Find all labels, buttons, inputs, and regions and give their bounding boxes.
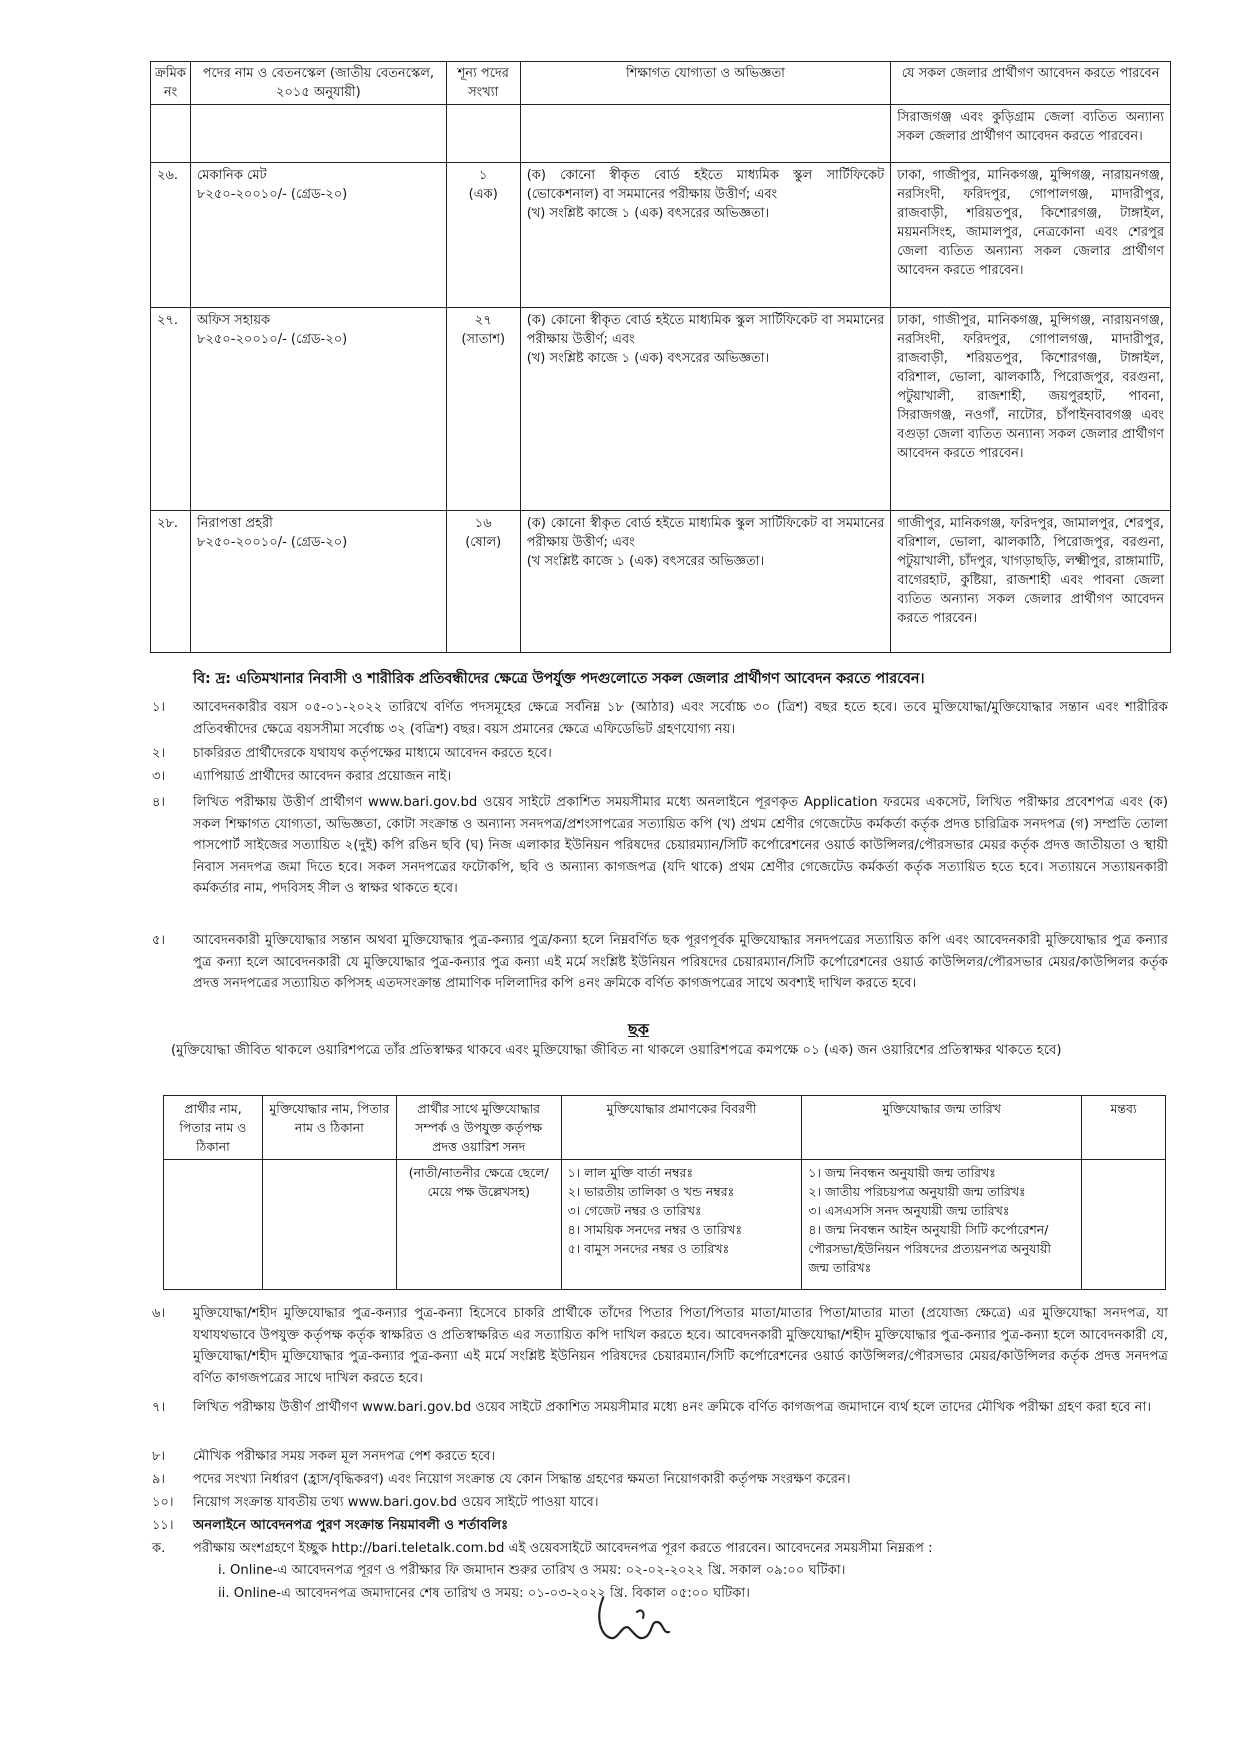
posts-table-header: [151, 62, 1171, 105]
table-row: [151, 308, 1171, 511]
qualification-b: (খ) সংশ্লিষ্ট কাজে ১ (এক) বৎসরের অভিজ্ঞতা।: [526, 351, 770, 366]
post-name: নিরাপত্তা প্রহরী: [196, 516, 273, 531]
item-number: ক.: [152, 1541, 166, 1556]
item-text: আবেদনকারীর বয়স ০৫-০১-২০২২ তারিখে বর্ণিত পদসমূহের ক্ষেত্রে সর্বনিম্ন ১৮ (আঠার) এবং সর্বোচ্চ ৩০ (ত্রিশ) বছর হতে হবে। তবে মুক্তিযোদ্ধা/মুক্তিযোদ্ধার সন্তান এবং শারীরিক প্রতিবন্ধীদের ক্ষেত্রে বয়সসীমা সর্বোচ্চ ৩২ (বত্রিশ) বছর। বয়স প্রমানের ক্ষেত্রে এফিডেভিট গ্রহণযোগ্য নয়।: [193, 700, 1168, 737]
item-number: ৮।: [152, 1449, 166, 1464]
item-text: পদের সংখ্যা নির্ধারণ (হ্রাস/বৃদ্ধিকরণ) এবং নিয়োগ সংক্রান্ত যে কোন সিদ্ধান্ত গ্রহণের ক্ষমতা নিয়োগকারী কর্তৃপক্ষ সংরক্ষণ করেন।: [193, 1472, 851, 1487]
serial-cell: ২৬.: [151, 163, 191, 308]
item-number: ১১।: [152, 1518, 174, 1533]
item-text: পরীক্ষায় অংশগ্রহণে ইচ্ছুক http://bari.teletalk.com.bd এই ওয়েবসাইটে আবেদনপত্র পূরণ করতে পারবেন। আবেদনের সময়সীমা নিম্নরূপ :: [193, 1541, 933, 1556]
freedom-fighter-cell: [262, 1160, 396, 1290]
header-relation: প্রার্থীর সাথে মুক্তিযোদ্ধার সম্পর্ক ও উপযুক্ত কর্তৃপক্ষ প্রদত্ত ওয়ারিশ সনদ: [396, 1096, 561, 1160]
header-freedom-fighter: মুক্তিযোদ্ধার নাম, পিতার নাম ও ঠিকানা: [262, 1096, 396, 1160]
vacancy-cell: [446, 163, 520, 308]
freedom-fighter-table: [163, 1095, 1166, 1290]
header-applicant: প্রার্থীর নাম, পিতার নাম ও ঠিকানা: [164, 1096, 263, 1160]
item-number: ২।: [152, 746, 166, 761]
qualification-a: (ক) কোনো স্বীকৃত বোর্ড হইতে মাধ্যমিক স্কুল সার্টিফিকেট বা সমমানের পরীক্ষায় উত্তীর্ণ; এবং: [526, 313, 885, 347]
post-name: অফিস সহায়ক: [196, 313, 271, 328]
item-text: মৌখিক পরীক্ষার সময় সকল মূল সনদপত্র পেশ করতে হবে।: [193, 1449, 496, 1464]
item-text: নিয়োগ সংক্রান্ত যাবতীয় তথ্য www.bari.gov.bd ওয়েব সাইটে পাওয়া যাবে।: [193, 1495, 599, 1510]
birth-item: ৪। জন্ম নিবন্ধন আইন অনুযায়ী সিটি কর্পোরেশন/পৌরসভা/ইউনিয়ন পরিষদের প্রত্যয়নপত্র অনুযায়ী জন্ম তারিখঃ: [808, 1222, 1051, 1275]
header-vacancy: শূন্য পদের সংখ্যা: [446, 62, 520, 105]
item-number: ৫।: [152, 933, 166, 948]
post-cell: [190, 511, 446, 653]
vacancy-count-word: (সাতাশ): [461, 332, 506, 347]
posts-table: [150, 61, 1171, 653]
qualification-a: (ক) কোনো স্বীকৃত বোর্ড হইতে মাধ্যমিক স্কুল সার্টিফিকেট (ভোকেশনাল) বা সমমানের পরীক্ষায় উত্তীর্ণ; এবং: [526, 168, 885, 202]
post-cell: [190, 163, 446, 308]
vacancy-count: ১৬: [474, 516, 492, 531]
vacancy-count: ২৭: [474, 313, 492, 328]
item-text: লিখিত পরীক্ষায় উত্তীর্ণ প্রার্থীগণ www.bari.gov.bd ওয়েব সাইটে প্রকাশিত সময়সীমার মধ্যে অনলাইনে পূরণকৃত Application ফরমের একসেট, লিখিত পরীক্ষার প্রবেশপত্র এবং (ক) সকল শিক্ষাগত যোগ্যতা, অভিজ্ঞতা, কোটা সংক্রান্ত ও অন্যান্য সনদপত্র/প্রশংসাপত্রের সত্যায়িত কপি (খ) প্রথম শ্রেণীর গেজেটেড কর্মকর্তা কর্তৃক প্রদত্ত চারিত্রিক সনদপত্র (গ) সম্প্রতি তোলা পাসপোর্ট সাইজের সত্যায়িত ২(দুই) কপি রঙিন ছবি (ঘ) নিজ এলাকার ইউনিয়ন পরিষদের চেয়ারম্যান/সিটি কর্পোরেশনের ওয়ার্ড কাউন্সিলর/পৌরসভার মেয়র কর্তৃক প্রদত্ত জাতীয়তা ও স্থায়ী নিবাস সনদপত্র জমা দিতে হবে। সকল সনদপত্রের ফটোকপি, ছবি ও অন্যান্য কাগজপত্র (যদি থাকে) প্রথম শ্রেণীর গেজেটেড কর্মকর্তা কর্তৃক সত্যায়িত হতে হবে। সত্যায়নে সত্যায়নকারী কর্মকর্তার নাম, পদবিসহ সীল ও স্বাক্ষর থাকতে হবে।: [193, 795, 1168, 896]
qualification-a: (ক) কোনো স্বীকৃত বোর্ড হইতে মাধ্যমিক স্কুল সার্টিফিকেট বা সমমানের পরীক্ষায় উত্তীর্ণ; এবং: [526, 516, 885, 550]
vacancy-cell: [446, 105, 520, 163]
header-districts: যে সকল জেলার প্রার্থীগণ আবেদন করতে পারবেন: [891, 62, 1171, 105]
serial-cell: ২৭.: [151, 308, 191, 511]
chhok-note: (মুক্তিযোদ্ধা জীবিত থাকলে ওয়ারিশপত্রে তাঁর প্রতিস্বাক্ষর থাকবে এবং মুক্তিযোদ্ধা জীবিত না থাকলে ওয়ারিশপত্রে কমপক্ষে ০১ (এক) জন ওয়ারিশের প্রতিস্বাক্ষর থাকতে হবে): [171, 1043, 1062, 1058]
serial-cell: [151, 105, 191, 163]
header-serial: ক্রমিক নং: [151, 62, 191, 105]
header-qualification: শিক্ষাগত যোগ্যতা ও অভিজ্ঞতা: [520, 62, 891, 105]
qualification-cell: [520, 308, 891, 511]
qualification-cell: [520, 163, 891, 308]
birth-date-cell: [802, 1160, 1082, 1290]
header-birth-date: মুক্তিযোদ্ধার জন্ম তারিখ: [802, 1096, 1082, 1160]
qualification-b: (খ) সংশ্লিষ্ট কাজে ১ (এক) বৎসরের অভিজ্ঞতা।: [526, 206, 770, 221]
item-number: ৭।: [152, 1400, 166, 1415]
birth-item: ২। জাতীয় পরিচয়পত্র অনুযায়ী জন্ম তারিখঃ: [808, 1184, 1026, 1199]
proof-item: ১। লাল মুক্তি বার্তা নম্বরঃ: [567, 1165, 693, 1180]
sub-item-i: i. Online-এ আবেদনপত্র পূরণ ও পরীক্ষার ফি জমাদান শুরুর তারিখ ও সময়: ০২-০২-২০২২ খ্রি. সকাল ০৯:০০ ঘটিকা।: [218, 1563, 846, 1578]
special-note: বি: দ্র: এতিমখানার নিবাসী ও শারীরিক প্রতিবন্ধীদের ক্ষেত্রে উপর্যুক্ত পদগুলোতে সকল জেলার প্রার্থীগণ আবেদন করতে পারবেন।: [193, 671, 925, 687]
applicant-cell: [164, 1160, 263, 1290]
proof-item: ৩। গেজেট নম্বর ও তারিখঃ: [567, 1203, 702, 1218]
remarks-cell: [1082, 1160, 1166, 1290]
qualification-b: (খ সংশ্লিষ্ট কাজে ১ (এক) বৎসরের অভিজ্ঞতা।: [526, 554, 765, 569]
vacancy-count: ১: [479, 168, 488, 183]
relation-cell: (নাতী/নাতনীর ক্ষেত্রে ছেলে/মেয়ে পক্ষ উল্লেখসহ): [396, 1160, 561, 1290]
vacancy-count-word: (ষোল): [465, 535, 502, 550]
post-cell: [190, 308, 446, 511]
pay-scale: ৮২৫০-২০০১০/- (গ্রেড-২০): [196, 187, 348, 202]
proof-item: ৫। বামুস সনদের নম্বর ও তারিখঃ: [567, 1241, 730, 1256]
pay-scale: ৮২৫০-২০০১০/- (গ্রেড-২০): [196, 332, 348, 347]
post-cell: [190, 105, 446, 163]
item-number: ১০।: [152, 1495, 174, 1510]
serial-cell: ২৮.: [151, 511, 191, 653]
birth-item: ১। জন্ম নিবন্ধন অনুযায়ী জন্ম তারিখঃ: [808, 1165, 996, 1180]
table-row: [164, 1160, 1166, 1290]
chhok-heading: ছক: [628, 1020, 649, 1039]
districts-cell: ঢাকা, গাজীপুর, মানিকগঞ্জ, মুন্সিগঞ্জ, নারায়নগঞ্জ, নরসিংদী, ফরিদপুর, গোপালগঞ্জ, মাদারীপুর, রাজবাড়ী, শরিয়তপুর, কিশোরগঞ্জ, টাঙ্গাইল, বরিশাল, ভোলা, ঝালকাঠি, পিরোজপুর, বরগুনা, পটুয়াখালী, রাজশাহী, জয়পুরহাট, পাবনা, সিরাজগঞ্জ, নওগাঁ, নাটোর, চাঁপাইনবাবগঞ্জ এবং বগুড়া জেলা ব্যতিত অন্যান্য সকল জেলার প্রার্থীগণ আবেদন করতে পারবেন।: [891, 308, 1171, 511]
item-text: আবেদনকারী মুক্তিযোদ্ধার সন্তান অথবা মুক্তিযোদ্ধার পুত্র-কন্যার পুত্র/কন্যা হলে নিম্নবর্ণিত ছক পূরণপূর্বক মুক্তিযোদ্ধার সনদপত্রের সত্যায়িত কপি এবং আবেদনকারী মুক্তিযোদ্ধার পুত্র কন্যার পুত্র কন্যা হলে আবেদনকারী যে মুক্তিযোদ্ধার পুত্র-কন্যার পুত্র কন্যা এই মর্মে সংশ্লিষ্ট ইউনিয়ন পরিষদের চেয়ারম্যান/সিটি কর্পোরেশনের ওয়ার্ড কাউন্সিলর/পৌরসভার মেয়র/কাউন্সিলর কর্তৃক প্রদত্ত সনদপত্রের সত্যায়িত কপিসহ এতদসংক্রান্ত প্রামাণিক দলিলাদির কপি ৪নং ক্রমিকে বর্ণিত কাগজপত্রের সাথে অবশ্যই দাখিল করতে হবে।: [193, 933, 1168, 991]
sub-item-ii: ii. Online-এ আবেদনপত্র জমাদানের শেষ তারিখ ও সময়: ০১-০৩-২০২২ খ্রি. বিকাল ০৫:০০ ঘটিকা।: [218, 1586, 750, 1601]
item-number: ৩।: [152, 769, 166, 784]
signature: [593, 1578, 678, 1653]
table-row: [151, 511, 1171, 653]
post-name: মেকানিক মেট: [196, 168, 267, 183]
item-number: ৪।: [152, 795, 166, 810]
qualification-cell: [520, 511, 891, 653]
item-number: ৯।: [152, 1472, 166, 1487]
item-text: অনলাইনে আবেদনপত্র পুরণ সংক্রান্ত নিয়মাবলী ও শর্তাবলিঃ: [193, 1518, 509, 1533]
qualification-cell: [520, 105, 891, 163]
districts-cell: সিরাজগঞ্জ এবং কুড়িগ্রাম জেলা ব্যতিত অন্যান্য সকল জেলার প্রার্থীগণ আবেদন করতে পারবেন।: [891, 105, 1171, 163]
table-row: [151, 163, 1171, 308]
header-remarks: মন্তব্য: [1082, 1096, 1166, 1160]
vacancy-count-word: (এক): [468, 187, 498, 202]
proof-cell: [561, 1160, 802, 1290]
header-post: পদের নাম ও বেতনস্কেল (জাতীয় বেতনস্কেল, ২০১৫ অনুযায়ী): [190, 62, 446, 105]
item-number: ১।: [152, 700, 166, 715]
districts-cell: ঢাকা, গাজীপুর, মানিকগঞ্জ, মুন্সিগঞ্জ, নারায়নগঞ্জ, নরসিংদী, ফরিদপুর, গোপালগঞ্জ, মাদারীপুর, রাজবাড়ী, শরিয়তপুর, কিশোরগঞ্জ, টাঙ্গাইল, ময়মনসিংহ, জামালপুর, নেত্রকোনা এবং শেরপুর জেলা ব্যতিত অন্যান্য সকল জেলার প্রার্থীগণ আবেদন করতে পারবেন।: [891, 163, 1171, 308]
table-row: [151, 105, 1171, 163]
item-text: লিখিত পরীক্ষায় উত্তীর্ণ প্রার্থীগণ www.bari.gov.bd ওয়েব সাইটে প্রকাশিত সময়সীমার মধ্যে ৪নং ক্রমিকে বর্ণিত কাগজপত্র জমাদানে ব্যর্থ হলে তাদের মৌখিক পরীক্ষা গ্রহণ করা হবে না।: [193, 1400, 1152, 1415]
pay-scale: ৮২৫০-২০০১০/- (গ্রেড-২০): [196, 535, 348, 550]
proof-item: ২। ভারতীয় তালিকা ও খন্ড নম্বরঃ: [567, 1184, 735, 1199]
proof-item: ৪। সাময়িক সনদের নম্বর ও তারিখঃ: [567, 1222, 743, 1237]
districts-cell: গাজীপুর, মানিকগঞ্জ, ফরিদপুর, জামালপুর, শেরপুর, বরিশাল, ভোলা, ঝালকাঠি, পিরোজপুর, বরগুনা, পটুয়াখালী, চাঁদপুর, খাগড়াছড়ি, লক্ষ্মীপুর, রাঙ্গামাটি, বাগেরহাট, কুষ্টিয়া, রাজশাহী এবং পাবনা জেলা ব্যতিত অন্যান্য সকল জেলার প্রার্থীগণ আবেদন করতে পারবেন।: [891, 511, 1171, 653]
birth-item: ৩। এসএসসি সনদ অনুযায়ী জন্ম তারিখঃ: [808, 1203, 1010, 1218]
item-text: চাকরিরত প্রার্থীদেরকে যথাযথ কর্তৃপক্ষের মাধ্যমে আবেদন করতে হবে।: [193, 746, 552, 761]
vacancy-cell: [446, 308, 520, 511]
item-text: মুক্তিযোদ্ধা/শহীদ মুক্তিযোদ্ধার পুত্র-কন্যার পুত্র-কন্যা হিসেবে চাকরি প্রার্থীকে তাঁদের পিতার পিতা/পিতার মাতা/মাতার পিতা/মাতার মাতা (প্রযোজ্য ক্ষেত্রে) এর মুক্তিযোদ্ধা সনদপত্র, যা যথাযথভাবে উপযুক্ত কর্তৃপক্ষ কর্তৃক স্বাক্ষরিত ও প্রতিস্বাক্ষরিত এর সত্যায়িত কপি দাখিল করতে হবে। আবেদনকারী মুক্তিযোদ্ধা/শহীদ মুক্তিযোদ্ধার পুত্র-কন্যার পুত্র-কন্যা হলে আবেদনকারী যে, মুক্তিযোদ্ধা/শহীদ মুক্তিযোদ্ধার পুত্র-কন্যার পুত্র-কন্যা এই মর্মে সংশ্লিষ্ট ইউনিয়ন পরিষদের চেয়ারম্যান/সিটি কর্পোরেশনের ওয়ার্ড কাউন্সিলর/পৌরসভার মেয়র/কাউন্সিলর কর্তৃক প্রদত্ত সনদপত্র বর্ণিত কাগজপত্রের সাথে দাখিল করতে হবে।: [193, 1306, 1168, 1386]
vacancy-cell: [446, 511, 520, 653]
item-text: এ্যাপিয়ার্ড প্রার্থীদের আবেদন করার প্রয়োজন নাই।: [193, 769, 452, 784]
item-number: ৬।: [152, 1306, 166, 1321]
header-proof: মুক্তিযোদ্ধার প্রমাণকের বিবরণী: [561, 1096, 802, 1160]
ff-table-header: [164, 1096, 1166, 1160]
